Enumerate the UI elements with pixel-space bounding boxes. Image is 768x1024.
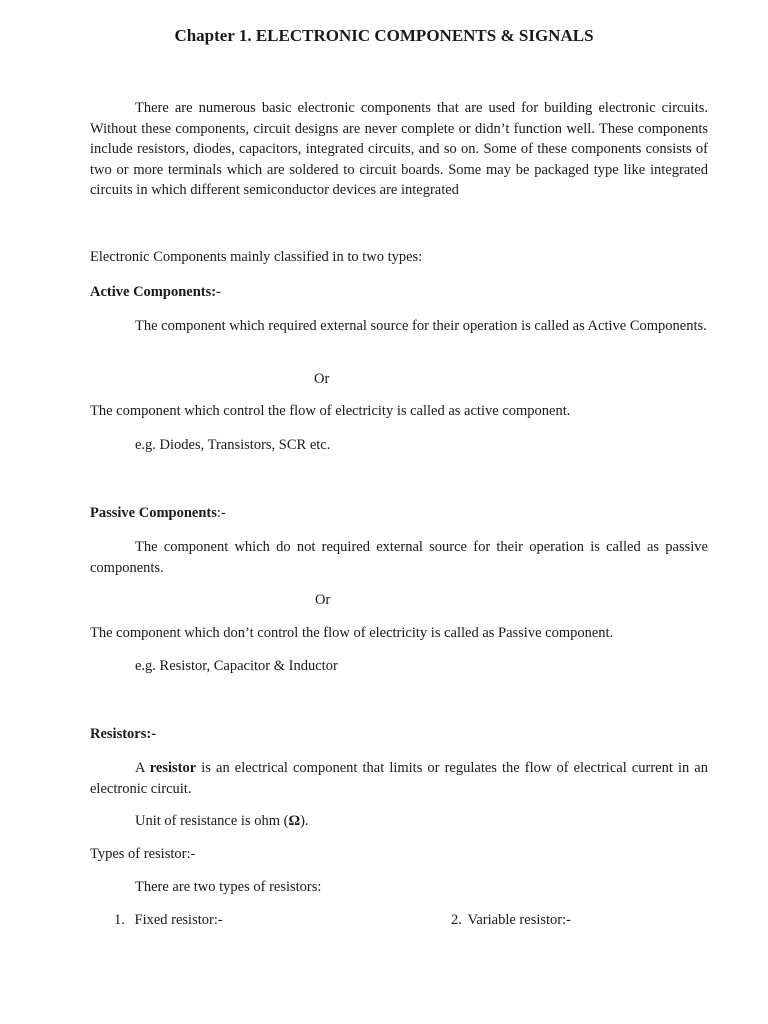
- resistor-def-prefix: A: [135, 760, 150, 776]
- resistor-term: resistor: [149, 760, 197, 776]
- active-definition-1: The component which required external source for their operation is called as Active Components.: [135, 318, 707, 334]
- list-label: Variable resistor:-: [467, 912, 571, 928]
- active-components-heading: Active Components:-: [90, 284, 221, 300]
- passive-heading-label: Passive Components: [90, 505, 217, 521]
- passive-or-text: Or: [315, 592, 331, 608]
- list-item-fixed-resistor: [114, 912, 223, 929]
- passive-heading-suffix: :-: [216, 505, 226, 521]
- types-intro-text: There are two types of resistors:: [135, 879, 322, 895]
- resistor-def-rest: is an electrical component that limits or regulates the flow of electrical current in an electronic circuit.: [90, 760, 708, 797]
- active-definition-2: The component which control the flow of electricity is called as active component.: [90, 403, 571, 419]
- passive-components-heading: [90, 505, 226, 522]
- unit-suffix: ).: [300, 813, 309, 829]
- list-label: Fixed resistor:-: [134, 912, 223, 928]
- intro-paragraph: There are numerous basic electronic components that are used for building electronic circuits. Without these components, circuit designs are never complete or didn’t function well. These components include resistors, diodes, capacitors, integrated circuits, and so on. Some of these components consists of two or more terminals which are soldered to circuit boards. Some may be packaged type like integrated circuits in which different semiconductor devices are integrated: [90, 100, 708, 198]
- classification-text: Electronic Components mainly classified in to two types:: [90, 249, 423, 265]
- unit-prefix: Unit of resistance is ohm (: [135, 813, 289, 829]
- passive-definition-2: The component which don’t control the flow of electricity is called as Passive component.: [90, 625, 614, 641]
- resistance-unit-text: [135, 813, 309, 830]
- list-number: 1.: [114, 912, 125, 928]
- active-example: e.g. Diodes, Transistors, SCR etc.: [135, 437, 331, 453]
- chapter-title: Chapter 1. ELECTRONIC COMPONENTS & SIGNALS: [174, 26, 594, 45]
- list-number: 2.: [451, 912, 462, 928]
- resistor-definition: [90, 758, 708, 799]
- ohm-symbol: Ω: [288, 813, 301, 829]
- active-or-text: Or: [314, 371, 330, 387]
- passive-example: e.g. Resistor, Capacitor & Inductor: [135, 658, 338, 674]
- list-item-variable-resistor: [451, 912, 571, 929]
- types-of-resistor-heading: Types of resistor:-: [90, 846, 196, 862]
- resistors-heading: Resistors:-: [90, 726, 157, 742]
- passive-definition-1: The component which do not required external source for their operation is called as passive components.: [90, 539, 708, 576]
